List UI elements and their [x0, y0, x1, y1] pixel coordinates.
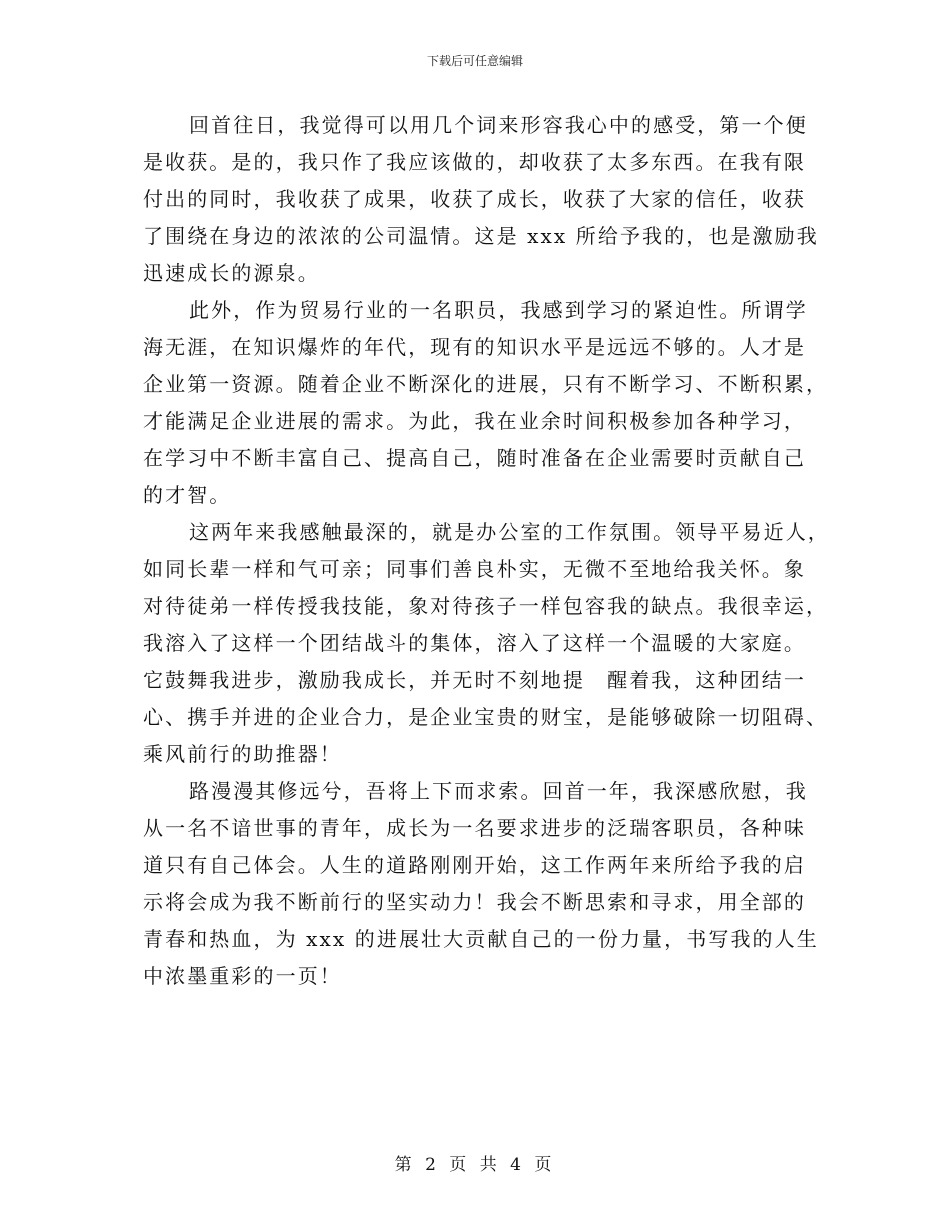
text-line: 是收获。是的，我只作了我应该做的，却收获了太多东西。在我有限: [143, 150, 806, 174]
text-line: 才能满足企业进展的需求。为此，我在业余时间积极参加各种学习，: [143, 409, 806, 433]
paragraph-1: [143, 107, 819, 292]
document-body: [143, 107, 830, 995]
text-line: 付出的同时，我收获了成果，收获了成长，收获了大家的信任，收获: [143, 187, 806, 211]
text-line: 在学习中不断丰富自己、提高自己，随时准备在企业需要时贡献自己: [143, 446, 806, 470]
paragraph-3: [143, 514, 830, 773]
text-line: 我溶入了这样一个团结战斗的集体，溶入了这样一个温暖的大家庭。: [143, 631, 806, 655]
page-number: 第 2 页 共 4 页: [394, 1155, 556, 1175]
text-line: 示将会成为我不断前行的坚实动力！我会不断思索和寻求，用全部的: [143, 890, 806, 914]
text-line: 回首往日，我觉得可以用几个词来形容我心中的感受，第一个便: [189, 113, 808, 137]
text-line: 道只有自己体会。人生的道路刚刚开始，这工作两年来所给予我的启: [143, 853, 806, 877]
text-line: 心、携手并进的企业合力，是企业宝贵的财宝，是能够破除一切阻碍、: [143, 705, 829, 729]
text-line: 青春和热血，为 xxx 的进展壮大贡献自己的一份力量，书写我的人生: [143, 927, 819, 951]
text-line: 海无涯，在知识爆炸的年代，现有的知识水平是远远不够的。人才是: [143, 335, 806, 359]
paragraph-4: [143, 773, 819, 995]
text-line: 这两年来我感触最深的，就是办公室的工作氛围。领导平易近人，: [189, 520, 830, 544]
text-line: 如同长辈一样和气可亲；同事们善良朴实，无微不至地给我关怀。象: [143, 557, 806, 581]
paragraph-2: [143, 292, 829, 514]
page-header-note: 下载后可任意编辑: [426, 54, 523, 68]
text-line: 对待徒弟一样传授我技能，象对待孩子一样包容我的缺点。我很幸运，: [143, 594, 829, 618]
text-line: 中浓墨重彩的一页！: [143, 964, 342, 988]
text-line: 企业第一资源。随着企业不断深化的进展，只有不断学习、不断积累，: [143, 372, 829, 396]
text-line: 迅速成长的源泉。: [143, 261, 320, 285]
text-line: 此外，作为贸易行业的一名职员，我感到学习的紧迫性。所谓学: [189, 298, 808, 322]
text-line: 它鼓舞我进步，激励我成长，并无时不刻地提 醒着我，这种团结一: [143, 668, 806, 692]
text-line: 的才智。: [143, 483, 232, 507]
text-line: 路漫漫其修远兮，吾将上下而求索。回首一年，我深感欣慰，我: [189, 779, 808, 803]
text-line: 了围绕在身边的浓浓的公司温情。这是 xxx 所给予我的，也是激励我: [143, 224, 819, 248]
text-line: 乘风前行的助推器！: [143, 742, 342, 766]
text-line: 从一名不谙世事的青年，成长为一名要求进步的泛瑞客职员，各种味: [143, 816, 806, 840]
